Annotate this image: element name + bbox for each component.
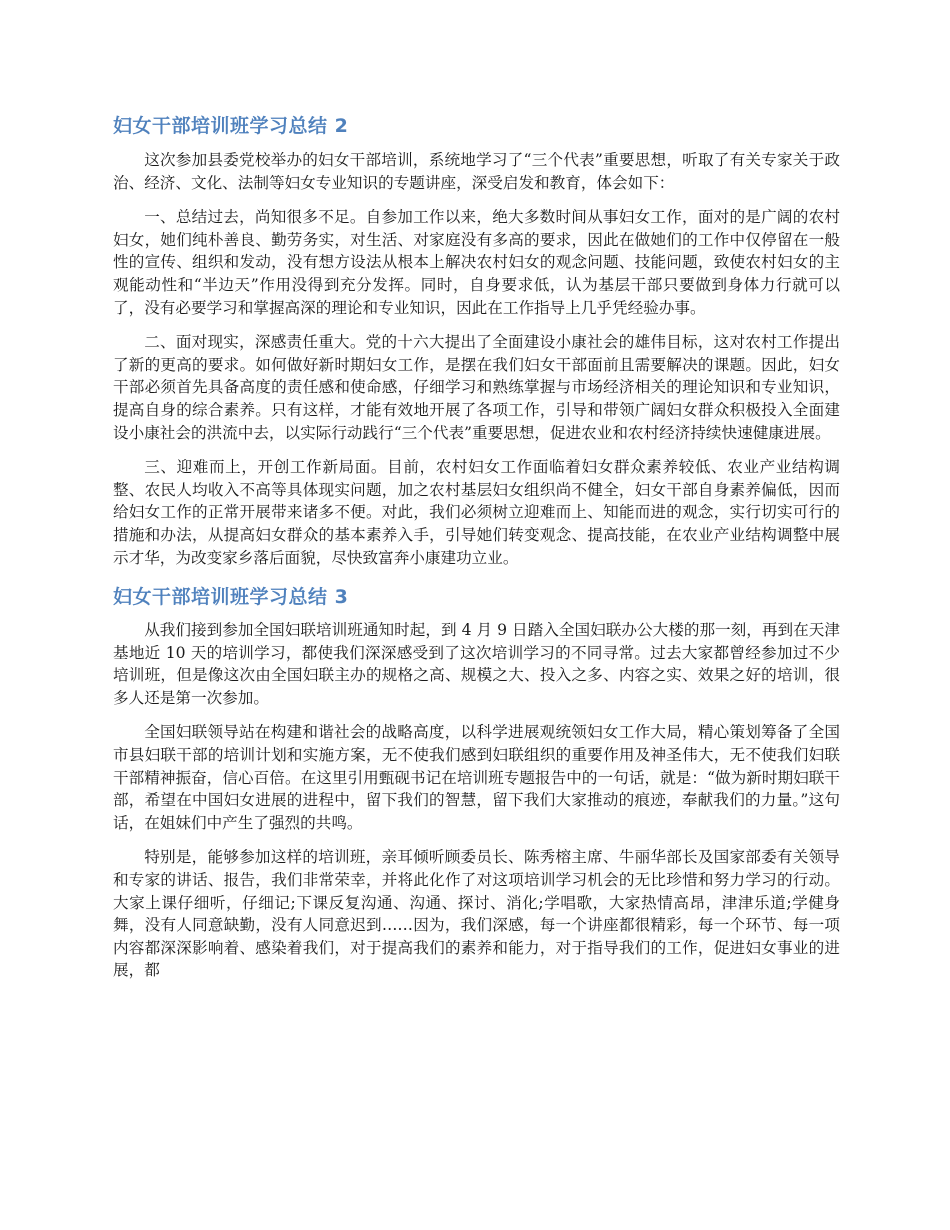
paragraph: 从我们接到参加全国妇联培训班通知时起，到 4 月 9 日踏入全国妇联办公大楼的那一刻，再到在天津基地近 10 天的培训学习，都使我们深深感受到了这次培训学习的不同寻常。过去大家都曾经参加过不少培训班，但是像这次由全国妇联主办的规格之高、规模之大、投入之多、内容之实、效果之好的培训，很多人还是第一次参加。	[113, 621, 840, 707]
paragraph: 全国妇联领导站在构建和谐社会的战略高度，以科学进展观统领妇女工作大局，精心策划筹备了全国市县妇联干部的培训计划和实施方案，无不使我们感到妇联组织的重要作用及神圣伟大，无不使我们妇联干部精神振奋，信心百倍。在这里引用甄砚书记在培训班专题报告中的一句话，就是：“做为新时期妇联干部，希望在中国妇女进展的进程中，留下我们的智慧，留下我们大家推动的痕迹，奉献我们的力量。”这句话，在姐妹们中产生了强烈的共鸣。	[113, 723, 840, 832]
paragraph: 三、迎难而上，开创工作新局面。目前，农村妇女工作面临着妇女群众素养较低、农业产业结构调整、农民人均收入不高等具体现实问题，加之农村基层妇女组织尚不健全，妇女干部自身素养偏低，因而给妇女工作的正常开展带来诸多不便。对此，我们必须树立迎难而上、知能而进的观念，实行切实可行的措施和办法，从提高妇女群众的基本素养入手，引导她们转变观念、提高技能，在农业产业结构调整中展示才华，为改变家乡落后面貌，尽快致富奔小康建功立业。	[113, 458, 840, 567]
paragraph: 特别是，能够参加这样的培训班，亲耳倾听顾委员长、陈秀榕主席、牛丽华部长及国家部委有关领导和专家的讲话、报告，我们非常荣幸，并将此化作了对这项培训学习机会的无比珍惜和努力学习的行动。大家上课仔细听，仔细记;下课反复沟通、沟通、探讨、消化;学唱歌，大家热情高昂，津津乐道;学健身舞，没有人同意缺勤，没有人同意迟到……因为，我们深感，每一个讲座都很精彩，每一个环节、每一项内容都深深影响着、感染着我们，对于提高我们的素养和能力，对于指导我们的工作，促进妇女事业的进展，都	[113, 848, 840, 980]
section-heading: 妇女干部培训班学习总结 2	[113, 115, 349, 137]
paragraph: 二、面对现实，深感责任重大。党的十六大提出了全面建设小康社会的雄伟目标，这对农村工作提出了新的更高的要求。如何做好新时期妇女工作，是摆在我们妇女干部面前且需要解决的课题。因此，妇女干部必须首先具备高度的责任感和使命感，仔细学习和熟练掌握与市场经济相关的理论知识和专业知识，提高自身的综合素养。只有这样，才能有效地开展了各项工作，引导和带领广阔妇女群众积极投入全面建设小康社会的洪流中去，以实际行动践行“三个代表”重要思想，促进农业和农村经济持续快速健康进展。	[113, 333, 840, 442]
section-summary-3	[113, 581, 840, 982]
section-summary-2	[113, 110, 840, 569]
paragraph: 一、总结过去，尚知很多不足。自参加工作以来，绝大多数时间从事妇女工作，面对的是广阔的农村妇女，她们纯朴善良、勤劳务实，对生活、对家庭没有多高的要求，因此在做她们的工作中仅停留在一般性的宣传、组织和发动，没有想方设法从根本上解决农村妇女的观念问题、技能问题，致使农村妇女的主观能动性和“半边天”作用没得到充分发挥。同时，自身要求低，认为基层干部只要做到身体力行就可以了，没有必要学习和掌握高深的理论和专业知识，因此在工作指导上几乎凭经验办事。	[113, 208, 840, 317]
section-heading: 妇女干部培训班学习总结 3	[113, 586, 349, 609]
document-content	[113, 110, 840, 994]
paragraph: 这次参加县委党校举办的妇女干部培训，系统地学习了“三个代表”重要思想，听取了有关专家关于政治、经济、文化、法制等妇女专业知识的专题讲座，深受启发和教育，体会如下：	[113, 151, 840, 192]
